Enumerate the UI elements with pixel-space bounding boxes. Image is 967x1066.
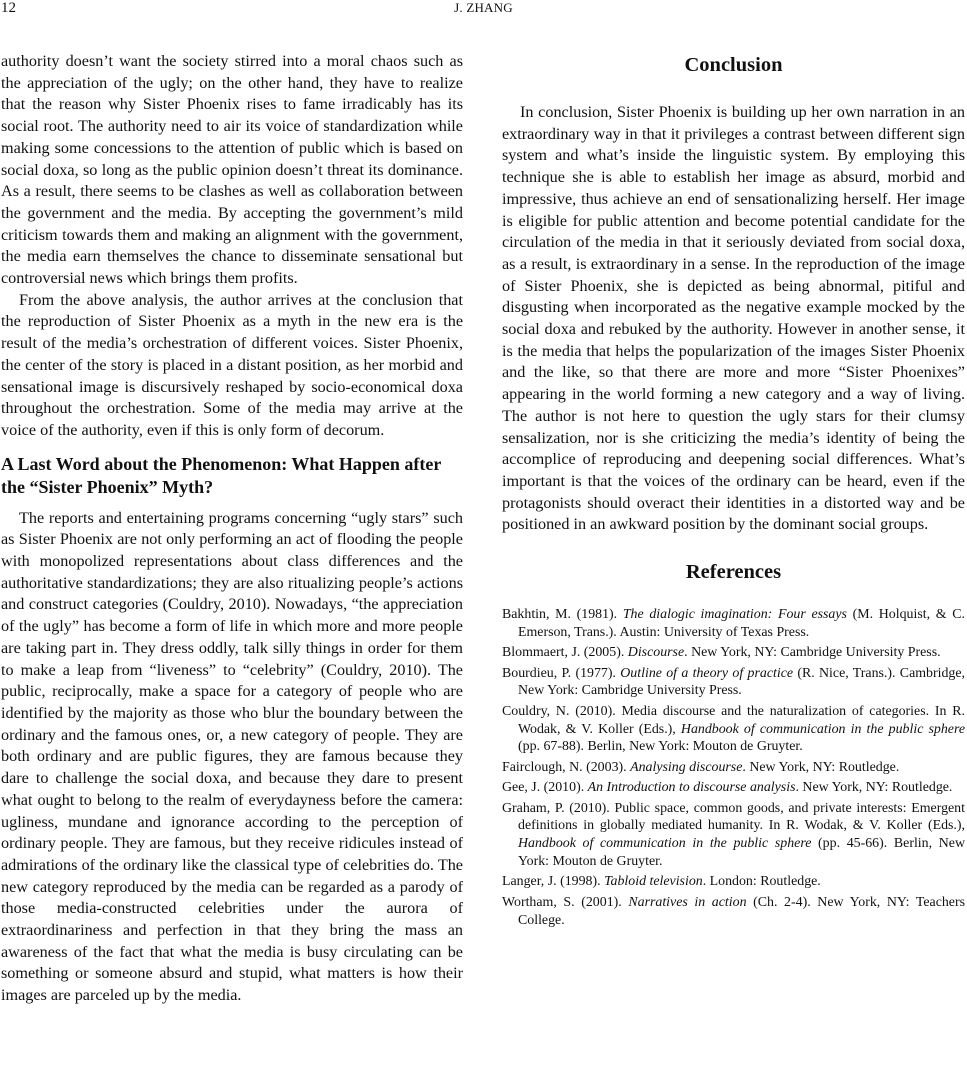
reference-item: Bakhtin, M. (1981). The dialogic imagination: Four essays (M. Holquist, & C. Emerson, Trans.). Austin: University of Texas Press.: [502, 607, 965, 640]
reference-list: [502, 606, 965, 929]
conclusion-heading: Conclusion: [684, 54, 783, 76]
body-paragraph: From the above analysis, the author arrives at the conclusion that the reproduction of Sister Phoenix as a myth in the new era is the result of the media’s orchestration of different voices. Sister Phoenix, the center of the story is placed in a distant position, as her morbid and sensational image is discursively reshaped by socio-economical doxa throughout the orchestration. Some of the media may arrive at the voice of the authority, even if this is only form of decorum.: [1, 290, 463, 439]
left-column: [1, 51, 463, 1007]
body-paragraph: authority doesn’t want the society stirred into a moral chaos such as the appreciation of the ugly; on the other hand, they have to realize that the reason why Sister Phoenix rises to fame irradicably has its social root. The authority need to air its voice of standardization while making some concessions to the attention of public which is based on social doxa, so long as the public opinion doesn’t threat its dominance. As a result, there seems to be clashes as well as collaboration between the government and the media. By accepting the government’s mild criticism towards them and making an alignment with the government, the media earn themselves the chance to disseminate sensational but controversial news which brings them profits.: [1, 52, 463, 288]
reference-item: Wortham, S. (2001). Narratives in action (Ch. 2-4). New York, NY: Teachers College.: [502, 894, 965, 928]
reference-item: Graham, P. (2010). Public space, common goods, and private interests: Emergent definitions in globally mediated humanity. In R. Wodak, & V. Koller (Eds.), Handbook of communication in the public sphere (pp. 45-66). Berlin, New York: Mouton de Gruyter.: [502, 800, 965, 869]
conclusion-paragraph: In conclusion, Sister Phoenix is building up her own narration in an extraordinary way in that it privileges a contrast between different sign system and what’s inside the linguistic system. By employing this technique she is able to establish her image as absurd, morbid and impressive, thus achieve an end of sensationalizing herself. Her image is eligible for public attention and become potential candidate for the circulation of the media in that it seriously deviated from social doxa, as a result, is extraordinary in a sense. In the reproduction of the image of Sister Phoenix, she is depicted as being abnormal, pitiful and disgusting when incorporated as the negative example mocked by the social doxa and rebuked by the authority. However in another sense, it is the media that helps the popularization of the images Sister Phoenix and the like, so that there are more and more “Sister Phoenixes” appearing in the world forming a new category and a way of living. The author is not here to question the ugly stars for their clumsy sensalization, nor is she criticizing the media’s identity of being the accomplice of reproducing and deepening social differences. What’s important is that the voices of the ordinary can be heard, even if the protagonists should overact their identities in a distorted way and be positioned in an awkward position by the dominant social groups.: [502, 103, 965, 534]
section-heading: A Last Word about the Phenomenon: What Happen after the “Sister Phoenix” Myth?: [1, 453, 442, 497]
running-head: [0, 0, 967, 20]
page-number: 12: [1, 0, 16, 16]
reference-item: Blommaert, J. (2005). Discourse. New York, NY: Cambridge University Press.: [502, 645, 941, 661]
author-running-head: J. ZHANG: [454, 0, 513, 15]
body-paragraph: The reports and entertaining programs concerning “ugly stars” such as Sister Phoenix are not only performing an act of flooding the people with monopolized representations about class differences and the authoritative standardizations; they are also ritualizing people’s actions and construct categories (Couldry, 2010). Nowadays, “the appreciation of the ugly” has become a form of life in which more and more people are taking part in. They dress oddly, talk silly things in order for them to make a leap from “liveness” to “celebrity” (Couldry, 2010). The public, reciprocally, make a space for a category of people who are identified by the majority as those who blur the boundary between the ordinary and the famous ones, or, a new category of people. They are both ordinary and are public figures, they are famous because they dare to challenge the social doxa, and because they dare to present what ought to belong to the realm of everydayness before the camera: ugliness, mundane and ignorance according to the perception of ordinary people. They are famous, but they receive ridicules instead of admirations of the ordinary like the classical type of celebrities do. The new category reproduced by the media can be regarded as a parody of those media-constructed celebrities under the aurora of extraordinariness and perfection in that they bring the mass an awareness of the fact that what the media is busy circulating can be something or someone absurd and stupid, what matters is how their images are parceled up by the media.: [1, 508, 463, 1005]
reference-item: Gee, J. (2010). An Introduction to discourse analysis. New York, NY: Routledge.: [502, 780, 953, 796]
right-column: [502, 51, 965, 932]
reference-item: Fairclough, N. (2003). Analysing discourse. New York, NY: Routledge.: [502, 759, 900, 775]
reference-item: Langer, J. (1998). Tabloid television. London: Routledge.: [502, 874, 821, 890]
reference-item: Couldry, N. (2010). Media discourse and the naturalization of categories. In R. Wodak, & V. Koller (Eds.), Handbook of communication in the public sphere (pp. 67-88). Berlin, New York: Mouton de Gruyter.: [502, 703, 965, 755]
reference-item: Bourdieu, P. (1977). Outline of a theory of practice (R. Nice, Trans.). Cambridge, New York: Cambridge University Press.: [502, 665, 965, 699]
references-heading: References: [685, 561, 782, 584]
